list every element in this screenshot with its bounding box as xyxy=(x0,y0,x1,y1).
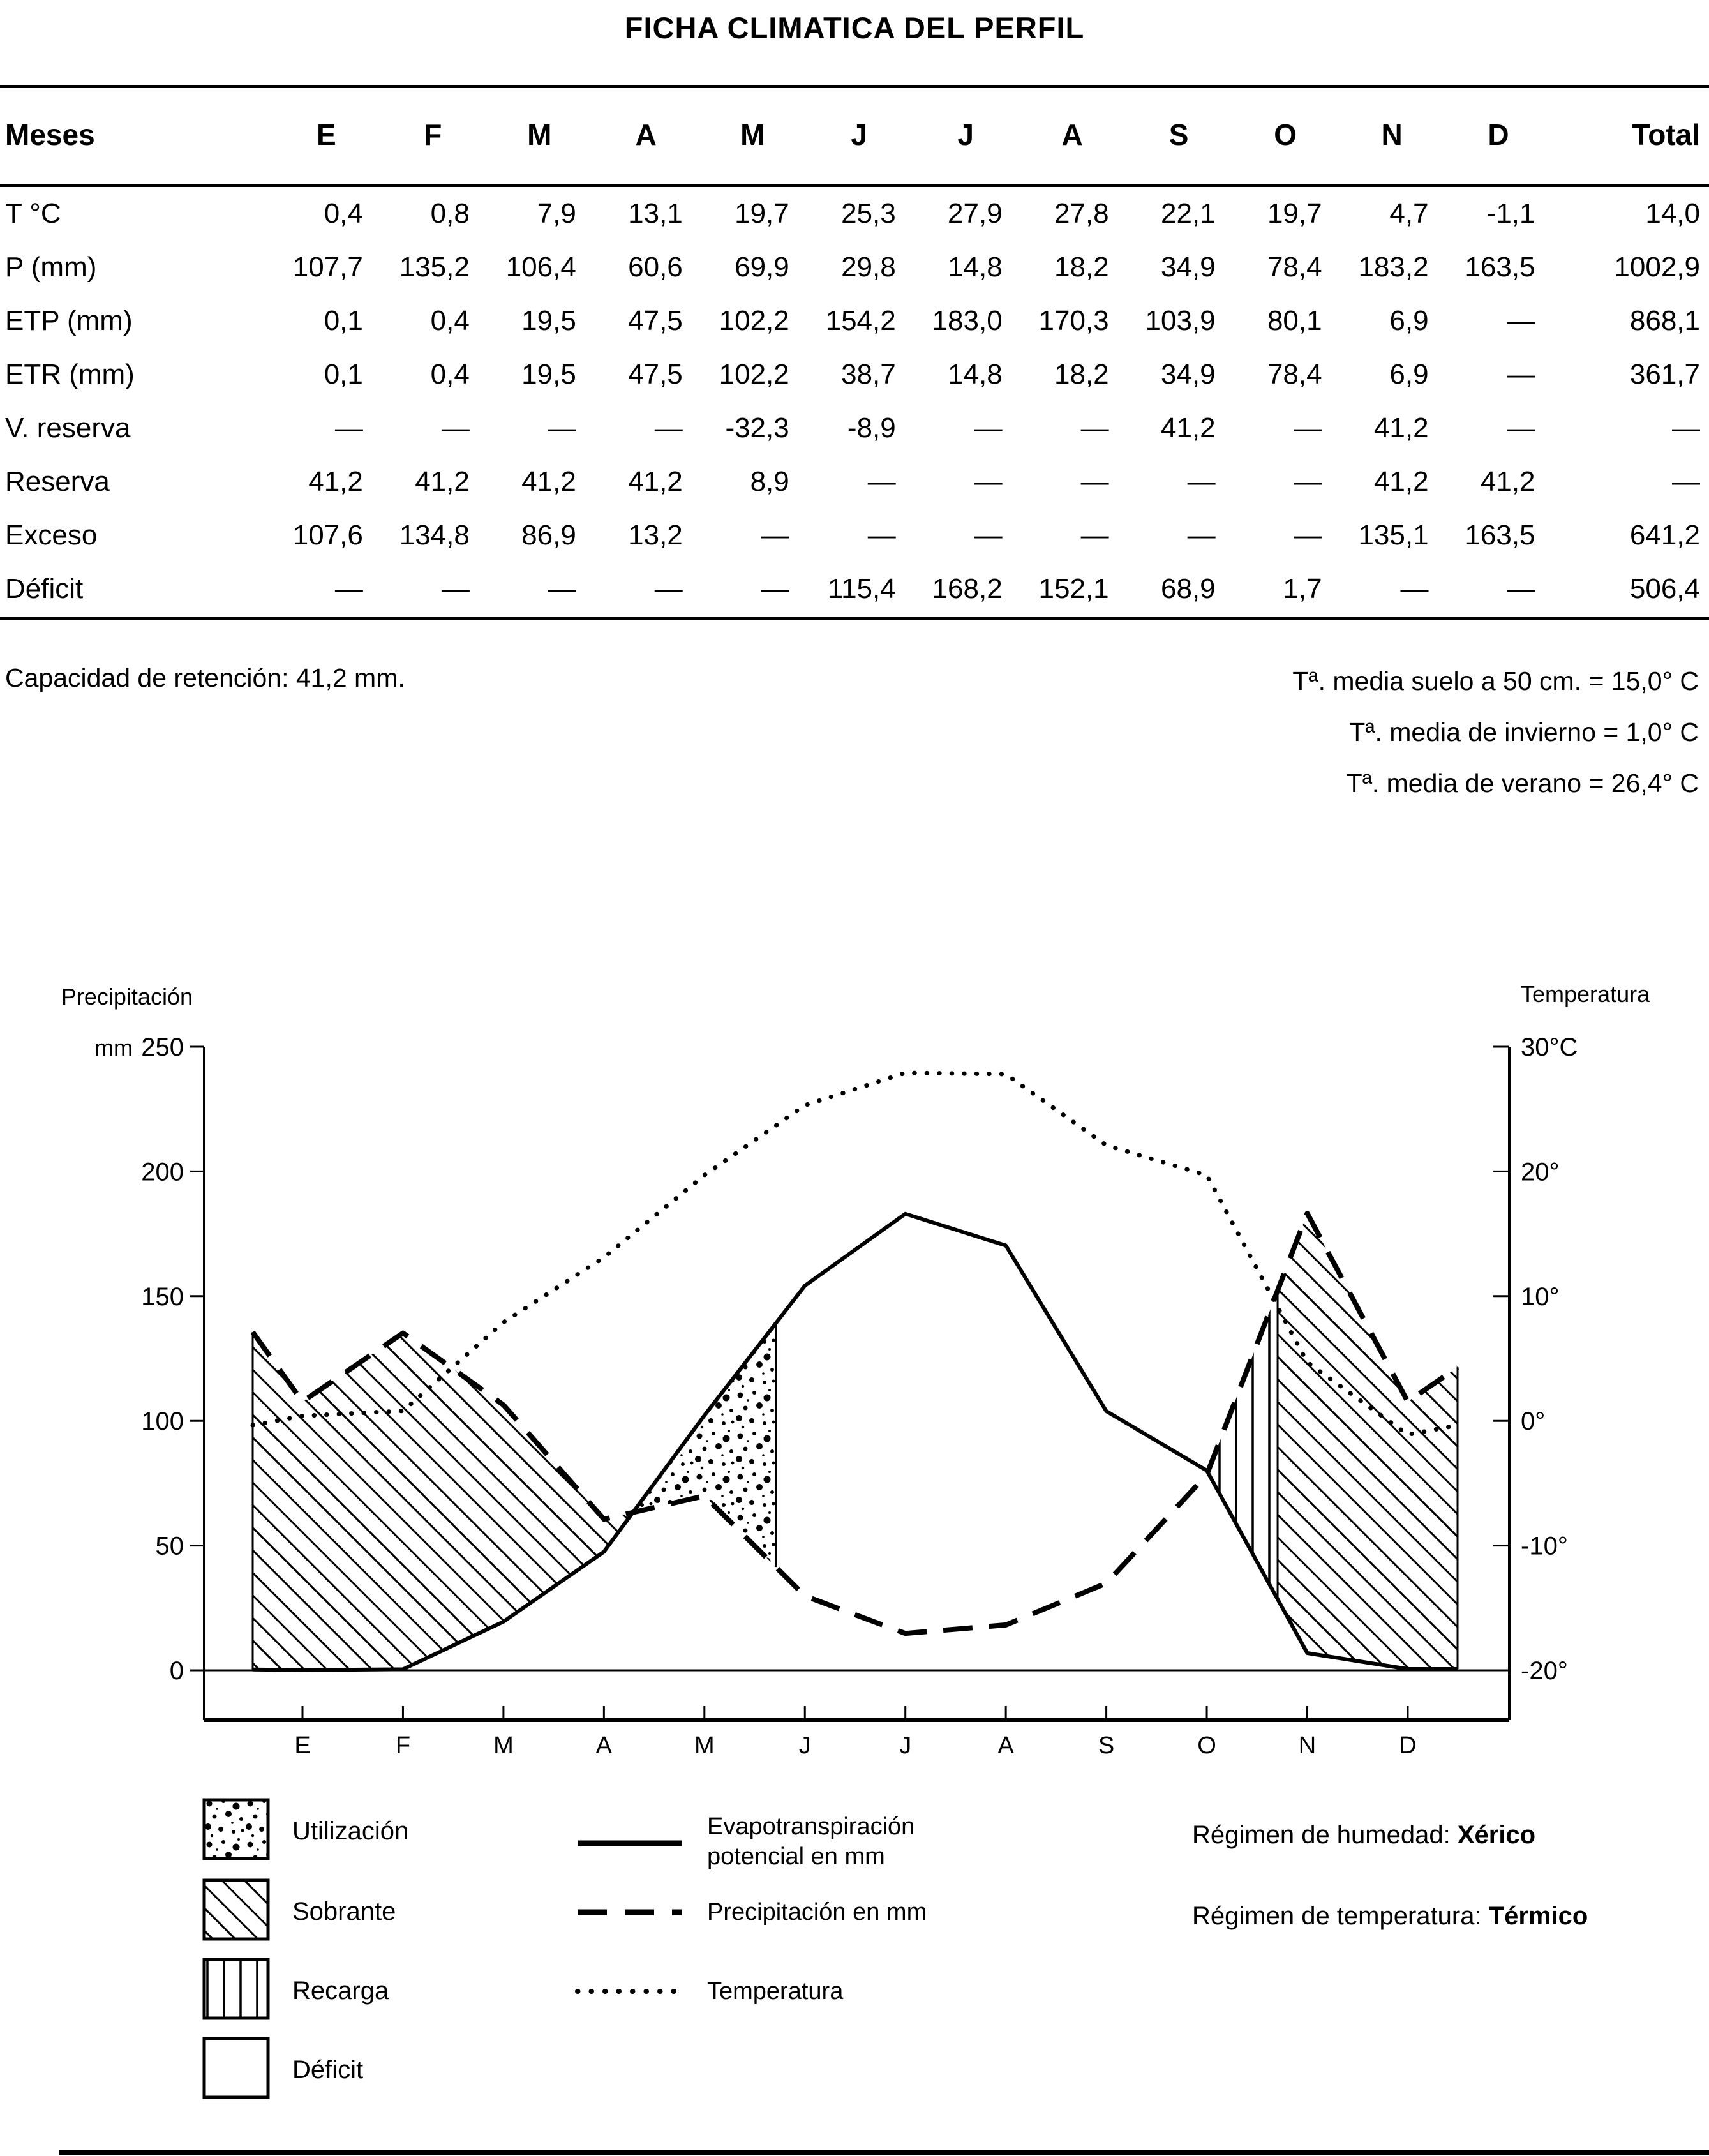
table-cell: 86,9 xyxy=(521,520,576,551)
col-header-meses: Meses xyxy=(5,118,95,151)
table-cell: 69,9 xyxy=(735,251,789,283)
x-month-label: O xyxy=(1197,1732,1216,1759)
col-header-j-7: J xyxy=(957,118,974,151)
retention-note: Capacidad de retención: 41,2 mm. xyxy=(5,663,405,692)
y-right-tick-label: 0° xyxy=(1521,1407,1546,1436)
x-month-label: F xyxy=(395,1732,411,1759)
table-cell: 13,2 xyxy=(628,520,683,551)
table-cell: 78,4 xyxy=(1267,251,1322,283)
table-cell: 19,5 xyxy=(521,359,576,390)
summer-temp-note: Tª. media de verano = 26,4° C xyxy=(1346,768,1699,798)
table-cell: 19,7 xyxy=(1267,198,1322,229)
legend-item-diagonal-hatch xyxy=(204,1880,396,1939)
table-cell: 47,5 xyxy=(628,359,683,390)
x-month-label: M xyxy=(694,1732,715,1759)
table-cell-total: 506,4 xyxy=(1629,573,1700,604)
table-cell: — xyxy=(867,520,896,551)
table-cell: 41,2 xyxy=(521,466,576,497)
table-cell: 135,1 xyxy=(1358,520,1429,551)
table-cell: — xyxy=(1507,412,1535,444)
table-cell: 41,2 xyxy=(1480,466,1535,497)
table-cell: 41,2 xyxy=(308,466,363,497)
table-cell: 34,9 xyxy=(1160,251,1216,283)
y-left-tick-label: 250 xyxy=(141,1033,184,1061)
x-month-label: J xyxy=(899,1732,912,1759)
table-row xyxy=(0,509,1709,562)
table-cell: — xyxy=(1080,412,1109,444)
y-left-axis-unit: mm xyxy=(94,1035,133,1061)
table-cell: — xyxy=(1507,573,1535,604)
table-cell: 80,1 xyxy=(1267,305,1322,336)
table-cell: -8,9 xyxy=(847,412,896,444)
table-cell: 6,9 xyxy=(1389,359,1429,390)
y-right-tick-label: 10° xyxy=(1521,1282,1560,1311)
table-cell: 115,4 xyxy=(827,573,896,604)
table-cell: — xyxy=(1187,520,1216,551)
table-cell: 163,5 xyxy=(1465,520,1535,551)
row-label: Déficit xyxy=(5,573,84,604)
table-cell: 19,7 xyxy=(735,198,789,229)
table-cell: 41,2 xyxy=(1373,466,1429,497)
table-cell: 27,9 xyxy=(948,198,1003,229)
table-cell-total: 361,7 xyxy=(1629,359,1700,390)
table-cell: 41,2 xyxy=(415,466,470,497)
soil-temp-note: Tª. media suelo a 50 cm. = 15,0° C xyxy=(1292,666,1699,696)
table-cell: — xyxy=(974,466,1003,497)
table-cell: 14,8 xyxy=(948,359,1003,390)
table-cell: — xyxy=(974,520,1003,551)
legend-item-vertical-hatch xyxy=(204,1959,389,2018)
legend-swatch-stipple xyxy=(204,1800,268,1859)
table-cell-total: — xyxy=(1672,466,1700,497)
table-row xyxy=(0,348,1709,401)
table-cell: — xyxy=(334,412,363,444)
table-cell: — xyxy=(441,573,470,604)
legend-line-label: Evapotranspiración xyxy=(707,1813,915,1840)
y-right-tick-label: -20° xyxy=(1521,1657,1568,1685)
y-right-tick-label: 30°C xyxy=(1521,1033,1578,1061)
legend-line-item-dashed xyxy=(578,1899,927,1926)
climograph-chart xyxy=(0,957,1709,2122)
table-cell: 106,4 xyxy=(505,251,576,283)
table-row xyxy=(0,241,1709,294)
x-month-label: S xyxy=(1098,1732,1115,1759)
row-label: T °C xyxy=(5,198,61,229)
table-cell: 41,2 xyxy=(1160,412,1216,444)
table-cell: 41,2 xyxy=(628,466,683,497)
table-cell: 68,9 xyxy=(1160,573,1216,604)
table-cell-total: 1002,9 xyxy=(1614,251,1700,283)
table-cell-total: 14,0 xyxy=(1645,198,1700,229)
climograph-svg xyxy=(0,957,1709,2119)
climate-table-header xyxy=(0,88,1709,186)
legend-swatch-diagonal-hatch xyxy=(204,1880,268,1939)
col-header-f-2: F xyxy=(424,118,442,151)
table-cell: — xyxy=(548,412,576,444)
table-cell: 13,1 xyxy=(628,198,683,229)
table-cell: 0,4 xyxy=(324,198,363,229)
table-cell: -32,3 xyxy=(725,412,789,444)
table-cell: 27,8 xyxy=(1054,198,1109,229)
y-right-tick-label: 20° xyxy=(1521,1158,1560,1187)
table-cell: — xyxy=(1187,466,1216,497)
y-left-tick-label: 0 xyxy=(169,1657,184,1685)
table-cell: — xyxy=(1507,305,1535,336)
legend xyxy=(204,1800,927,2097)
x-month-label: A xyxy=(595,1732,613,1759)
table-cell: 8,9 xyxy=(750,466,789,497)
table-cell: 60,6 xyxy=(628,251,683,283)
col-header-j-6: J xyxy=(851,118,868,151)
table-cell: — xyxy=(1400,573,1429,604)
legend-swatch-vertical-hatch xyxy=(204,1959,268,2018)
row-label: Reserva xyxy=(5,466,110,497)
table-cell: 1,7 xyxy=(1283,573,1322,604)
x-month-label: J xyxy=(798,1732,811,1759)
legend-swatch-empty xyxy=(204,2039,268,2097)
col-header-n-11: N xyxy=(1381,118,1403,151)
page-title: FICHA CLIMATICA DEL PERFIL xyxy=(624,11,1085,45)
col-header-a-4: A xyxy=(635,118,657,151)
table-row xyxy=(0,294,1709,348)
table-cell: 102,2 xyxy=(719,305,789,336)
y-right-tick-label: -10° xyxy=(1521,1532,1568,1561)
table-row xyxy=(0,401,1709,455)
humidity-regime: Régimen de humedad: Xérico xyxy=(1192,1821,1536,1849)
table-cell: 102,2 xyxy=(719,359,789,390)
y-left-tick-label: 50 xyxy=(155,1532,184,1561)
table-cell: 0,1 xyxy=(324,305,363,336)
x-month-label: A xyxy=(997,1732,1014,1759)
table-cell: — xyxy=(441,412,470,444)
table-cell: 0,1 xyxy=(324,359,363,390)
table-cell: — xyxy=(974,412,1003,444)
table-cell: 0,8 xyxy=(430,198,470,229)
table-cell: 78,4 xyxy=(1267,359,1322,390)
table-cell: 14,8 xyxy=(948,251,1003,283)
row-label: Exceso xyxy=(5,520,98,551)
table-cell: 47,5 xyxy=(628,305,683,336)
legend-line-item-dotted xyxy=(578,1978,844,2005)
table-cell: — xyxy=(654,573,683,604)
table-row xyxy=(0,186,1709,241)
row-label: V. reserva xyxy=(5,412,131,444)
col-header-total-13: Total xyxy=(1632,118,1700,151)
table-cell: — xyxy=(1294,466,1322,497)
table-cell: 34,9 xyxy=(1160,359,1216,390)
legend-label: Sobrante xyxy=(292,1898,396,1926)
regimes xyxy=(1192,1821,1588,1930)
area-recarga xyxy=(1208,1291,1278,1599)
x-month-label: D xyxy=(1399,1732,1417,1759)
legend-item-stipple xyxy=(204,1800,408,1859)
notes-row xyxy=(0,655,1709,809)
legend-line-label: Precipitación en mm xyxy=(707,1899,927,1926)
table-cell: — xyxy=(1080,466,1109,497)
legend-label: Utilización xyxy=(292,1817,409,1845)
table-cell: — xyxy=(761,520,789,551)
col-header-s-9: S xyxy=(1168,118,1189,151)
table-cell: 18,2 xyxy=(1054,251,1109,283)
table-cell: — xyxy=(867,466,896,497)
table-cell: 29,8 xyxy=(841,251,896,283)
legend-label: Déficit xyxy=(292,2056,364,2084)
horizontal-rule-under-table xyxy=(0,617,1709,620)
table-cell: — xyxy=(654,412,683,444)
table-cell: 18,2 xyxy=(1054,359,1109,390)
table-cell: 163,5 xyxy=(1465,251,1535,283)
col-header-e-1: E xyxy=(317,118,336,151)
y-left-tick-label: 150 xyxy=(141,1282,184,1311)
table-cell: 152,1 xyxy=(1038,573,1109,604)
temperature-regime: Régimen de temperatura: Térmico xyxy=(1192,1902,1588,1930)
x-month-label: E xyxy=(294,1732,311,1759)
table-cell: 38,7 xyxy=(841,359,896,390)
legend-line-label: potencial en mm xyxy=(707,1843,885,1870)
table-cell: 154,2 xyxy=(825,305,896,336)
table-cell: 22,1 xyxy=(1160,198,1216,229)
col-header-m-3: M xyxy=(527,118,552,151)
table-cell: 107,7 xyxy=(292,251,363,283)
table-cell: 170,3 xyxy=(1038,305,1109,336)
table-cell-total: 641,2 xyxy=(1629,520,1700,551)
table-row xyxy=(0,455,1709,509)
table-cell: 183,0 xyxy=(932,305,1003,336)
table-cell-total: — xyxy=(1672,412,1700,444)
table-cell: 134,8 xyxy=(399,520,470,551)
legend-line-item-solid xyxy=(578,1813,914,1870)
table-cell: 7,9 xyxy=(537,198,576,229)
y-left-axis-title: Precipitación xyxy=(61,984,193,1010)
table-cell: — xyxy=(1294,520,1322,551)
row-label: P (mm) xyxy=(5,251,97,283)
table-row xyxy=(0,562,1709,616)
row-label: ETP (mm) xyxy=(5,305,133,336)
y-left-tick-label: 200 xyxy=(141,1158,184,1187)
table-cell: 25,3 xyxy=(841,198,896,229)
col-header-d-12: D xyxy=(1488,118,1509,151)
bottom-page-rule xyxy=(59,2150,1709,2155)
table-cell: 19,5 xyxy=(521,305,576,336)
table-cell: 103,9 xyxy=(1145,305,1216,336)
table-cell: — xyxy=(548,573,576,604)
table-cell: 183,2 xyxy=(1358,251,1429,283)
table-cell: 168,2 xyxy=(932,573,1003,604)
legend-line-label: Temperatura xyxy=(707,1978,844,2005)
table-cell: — xyxy=(1080,520,1109,551)
table-cell: 4,7 xyxy=(1389,198,1429,229)
table-cell: 135,2 xyxy=(399,251,470,283)
x-month-label: N xyxy=(1298,1732,1317,1759)
table-cell: 107,6 xyxy=(292,520,363,551)
col-header-o-10: O xyxy=(1274,118,1297,151)
table-cell-total: 868,1 xyxy=(1629,305,1700,336)
table-cell: 0,4 xyxy=(430,305,470,336)
temperature-notes xyxy=(1292,655,1709,809)
y-right-axis-title: Temperatura xyxy=(1521,981,1650,1007)
area-utilizacion xyxy=(633,1323,776,1567)
climate-table xyxy=(0,88,1709,616)
col-header-a-8: A xyxy=(1061,118,1083,151)
area-sobrante-left xyxy=(253,1332,633,1670)
table-cell: 41,2 xyxy=(1373,412,1429,444)
table-cell: — xyxy=(761,573,789,604)
legend-item-empty xyxy=(204,2039,363,2097)
area-sobrante-right xyxy=(1278,1213,1458,1669)
legend-label: Recarga xyxy=(292,1977,389,2005)
row-label: ETR (mm) xyxy=(5,359,135,390)
table-cell: — xyxy=(334,573,363,604)
table-cell: 0,4 xyxy=(430,359,470,390)
winter-temp-note: Tª. media de invierno = 1,0° C xyxy=(1349,717,1699,747)
x-month-label: M xyxy=(493,1732,514,1759)
col-header-m-5: M xyxy=(740,118,765,151)
y-left-tick-label: 100 xyxy=(141,1407,184,1436)
table-cell: 6,9 xyxy=(1389,305,1429,336)
table-cell: — xyxy=(1507,359,1535,390)
table-cell: — xyxy=(1294,412,1322,444)
table-cell: -1,1 xyxy=(1486,198,1535,229)
